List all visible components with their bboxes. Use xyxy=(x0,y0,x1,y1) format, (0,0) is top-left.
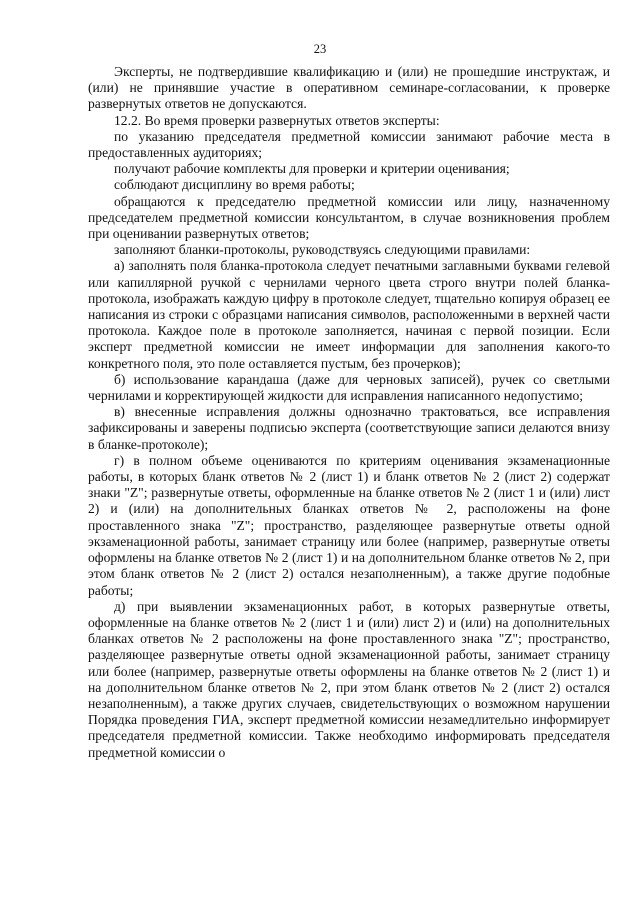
document-body xyxy=(88,64,610,761)
page-number: 23 xyxy=(313,42,327,56)
paragraph-discipline: соблюдают дисциплину во время работы; xyxy=(114,177,355,193)
paragraph-contact-chair: обращаются к председателю предметной комиссии или лицу, назначенному председателем предметной комиссии консультантом, в случае возникновения проблем при оценивании развернутых ответов; xyxy=(88,193,610,242)
paragraph-receive-kits: получают рабочие комплекты для проверки и критерии оценивания; xyxy=(114,161,510,177)
paragraph-take-workplaces: по указанию председателя предметной комиссии занимают рабочие места в предоставленных аудиториях; xyxy=(88,128,610,161)
paragraph-fill-protocols: заполняют бланки-протоколы, руководствуясь следующими правилами: xyxy=(114,242,531,258)
paragraph-rule-a: а) заполнять поля бланка-протокола следует печатными заглавными буквами гелевой или капиллярной ручкой с чернилами черного цвета строго внутри полей бланка-протокола, изображать каждую цифру в протоколе следует, тщательно копируя образец ее написания из строки с образцами написания символов, расположенными в верхней части протокола. Каждое поле в протоколе заполняется, начиная с первой позиции. Если эксперт предметной комиссии не имеет информации для заполнения какого-то конкретного поля, это поле оставляется пустым, без прочерков); xyxy=(88,258,610,371)
paragraph-experts-not-admitted: Эксперты, не подтвердившие квалификацию и (или) не прошедшие инструктаж, и (или) не принявшие участие в оперативном семинаре-согласовании, к проверке развернутых ответов не допускаются. xyxy=(88,64,610,112)
paragraph-rule-d: д) при выявлении экзаменационных работ, в которых развернутые ответы, оформленные на бланке ответов № 2 (лист 1 и (или) лист 2) и (или) на дополнительных бланках ответов № 2 расположены на фоне проставленного знака "Z"; пространство, разделяющее развернутые ответы одной экзаменационной работы, занимает страницу или более (например, развернутые ответы оформлены на бланке ответов № 2 (лист 1) и на дополнительном бланке ответов № 2, при этом бланк ответов № 2 (лист 2) остался незаполненным), а также других случаев, свидетельствующих о возможном нарушении Порядка проведения ГИА, эксперт предметной комиссии незамедлительно информирует председателя предметной комиссии. Также необходимо информировать председателя предметной комиссии о xyxy=(88,598,610,760)
paragraph-rule-v: в) внесенные исправления должны однозначно трактоваться, все исправления зафиксированы и заверены подписью эксперта (соответствующие записи делаются внизу в бланке-протоколе); xyxy=(88,404,610,452)
paragraph-rule-b: б) использование карандаша (даже для черновых записей), ручек со светлыми чернилами и корректирующей жидкости для исправления написанного недопустимо; xyxy=(88,371,610,404)
paragraph-rule-g: г) в полном объеме оцениваются по критериям оценивания экзаменационные работы, в которых бланк ответов № 2 (лист 1) и бланк ответов № 2 (лист 2) содержат знаки "Z"; развернутые ответы, оформленные на бланке ответов № 2 (лист 1 и (или) лист 2) и (или) на дополнительных бланках ответов № 2, расположены на фоне проставленного знака "Z"; пространство, разделяющее развернутые ответы одной экзаменационной работы, занимает страницу или более (например, развернутые ответы оформлены на бланке ответов № 2 (лист 1) и на дополнительном бланке ответов № 2, при этом бланк ответов № 2 (лист 2) остался незаполненным), а также другие подобные работы; xyxy=(88,452,610,598)
paragraph-section-12-2: 12.2. Во время проверки развернутых ответов эксперты: xyxy=(114,112,440,128)
